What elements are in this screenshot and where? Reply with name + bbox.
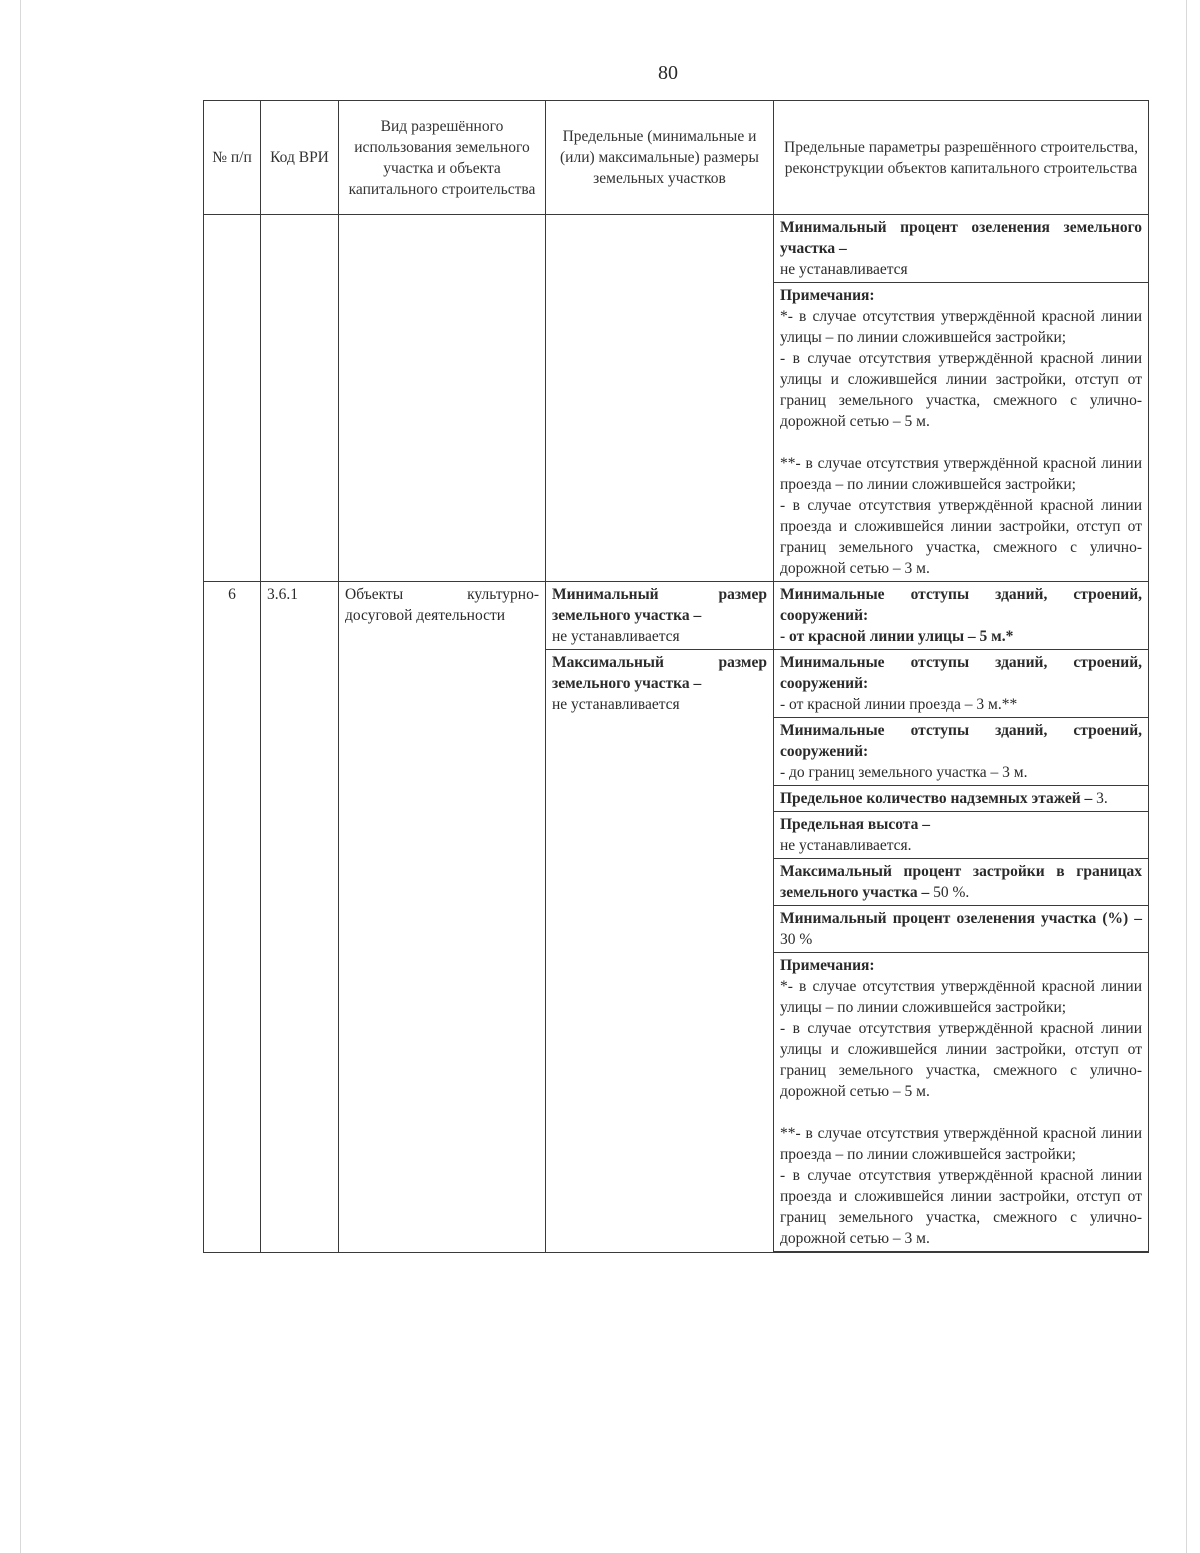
header-num: № п/п (204, 101, 261, 215)
cont-notes-cell (774, 283, 1149, 582)
row6-param-5-value: не устанавливается. (780, 837, 912, 854)
scan-edge-line (20, 0, 21, 1553)
cont-note-1: *- в случае отсутствия утверждённой красной линии улицы – по линии сложившейся застройки; (780, 308, 1142, 346)
row6-param-6-title: Максимальный процент застройки в границах земельного участка – (780, 863, 1142, 901)
row6-note-1: *- в случае отсутствия утверждённой красной линии улицы – по линии сложившейся застройки; (780, 978, 1142, 1016)
cont-code-cell (261, 215, 339, 582)
cont-note-2: - в случае отсутствия утверждённой красной линии улицы и сложившейся линии застройки, отступ от границ земельного участка, смежного с улично-дорожной сетью – 5 м. (780, 350, 1142, 430)
table-row (204, 215, 1149, 283)
row6-code: 3.6.1 (261, 582, 339, 1253)
header-code: Код ВРИ (261, 101, 339, 215)
row6-param-7-value: 30 % (780, 931, 813, 948)
row6-param-2-value: - от красной линии проезда – 3 м.** (780, 696, 1018, 713)
cont-note-4: - в случае отсутствия утверждённой красной линии проезда и сложившейся линии застройки, отступ от границ земельного участка, смежного с улично-дорожной сетью – 3 м. (780, 497, 1142, 577)
row6-param-3-value: - до границ земельного участка – 3 м. (780, 764, 1028, 781)
row6-param-1 (774, 582, 1149, 650)
cont-green-value: не устанавливается (780, 261, 908, 278)
row6-max-size-cell (546, 650, 774, 1253)
row6-param-4-value: 3. (1096, 790, 1108, 807)
row6-param-7 (774, 906, 1149, 953)
header-row (204, 101, 1149, 215)
row6-notes-cell (774, 953, 1149, 1252)
row6-param-3 (774, 718, 1149, 786)
row6-param-6-value: 50 %. (933, 884, 970, 901)
cont-green-title: Минимальный процент озеленения земельного участка – (780, 219, 1142, 257)
row6-min-size-cell (546, 582, 774, 650)
row6-param-5 (774, 812, 1149, 859)
row6-param-6 (774, 859, 1149, 906)
row6-min-size-title: Минимальный размер земельного участка – (552, 586, 767, 624)
header-use-type: Вид разрешённого использования земельного участка и объекта капитального строительства (339, 101, 546, 215)
row6-param-5-title: Предельная высота – (780, 816, 930, 833)
row6-param-2-title: Минимальные отступы зданий, строений, сооружений: (780, 654, 1142, 692)
row6-param-7-title: Минимальный процент озеленения участка (%) – (780, 910, 1142, 927)
row6-param-3-title: Минимальные отступы зданий, строений, сооружений: (780, 722, 1142, 760)
regulations-table (203, 100, 1149, 1253)
row6-param-4 (774, 786, 1149, 812)
row6-param-1-title: Минимальные отступы зданий, строений, сооружений: (780, 586, 1142, 624)
cont-size-cell (546, 215, 774, 582)
row6-notes-title: Примечания: (780, 957, 875, 974)
row6-max-size-value: не устанавливается (552, 696, 680, 713)
row6-param-4-title: Предельное количество надземных этажей – (780, 790, 1093, 807)
header-params: Предельные параметры разрешённого строительства, реконструкции объектов капитального строительства (774, 101, 1149, 215)
row6-use-type: Объекты культурно-досуговой деятельности (339, 582, 546, 1253)
row6-num: 6 (204, 582, 261, 1253)
row6-min-size-value: не устанавливается (552, 628, 680, 645)
cont-use-cell (339, 215, 546, 582)
cont-num-cell (204, 215, 261, 582)
row6-note-3: **- в случае отсутствия утверждённой красной линии проезда – по линии сложившейся застройки; (780, 1125, 1142, 1163)
header-plot-size: Предельные (минимальные и (или) максимальные) размеры земельных участков (546, 101, 774, 215)
row6-param-1-value: - от красной линии улицы – 5 м.* (780, 628, 1014, 645)
row6-note-4: - в случае отсутствия утверждённой красной линии проезда и сложившейся линии застройки, отступ от границ земельного участка, смежного с улично-дорожной сетью – 3 м. (780, 1167, 1142, 1247)
table-row (204, 582, 1149, 650)
cont-notes-title: Примечания: (780, 287, 875, 304)
scan-edge-line (1186, 0, 1187, 1553)
page-number: 80 (658, 62, 678, 84)
row6-max-size-title: Максимальный размер земельного участка – (552, 654, 767, 692)
row6-param-2 (774, 650, 1149, 718)
cont-note-3: **- в случае отсутствия утверждённой красной линии проезда – по линии сложившейся застройки; (780, 455, 1142, 493)
cont-green-cell (774, 215, 1149, 283)
row6-note-2: - в случае отсутствия утверждённой красной линии улицы и сложившейся линии застройки, отступ от границ земельного участка, смежного с улично-дорожной сетью – 5 м. (780, 1020, 1142, 1100)
